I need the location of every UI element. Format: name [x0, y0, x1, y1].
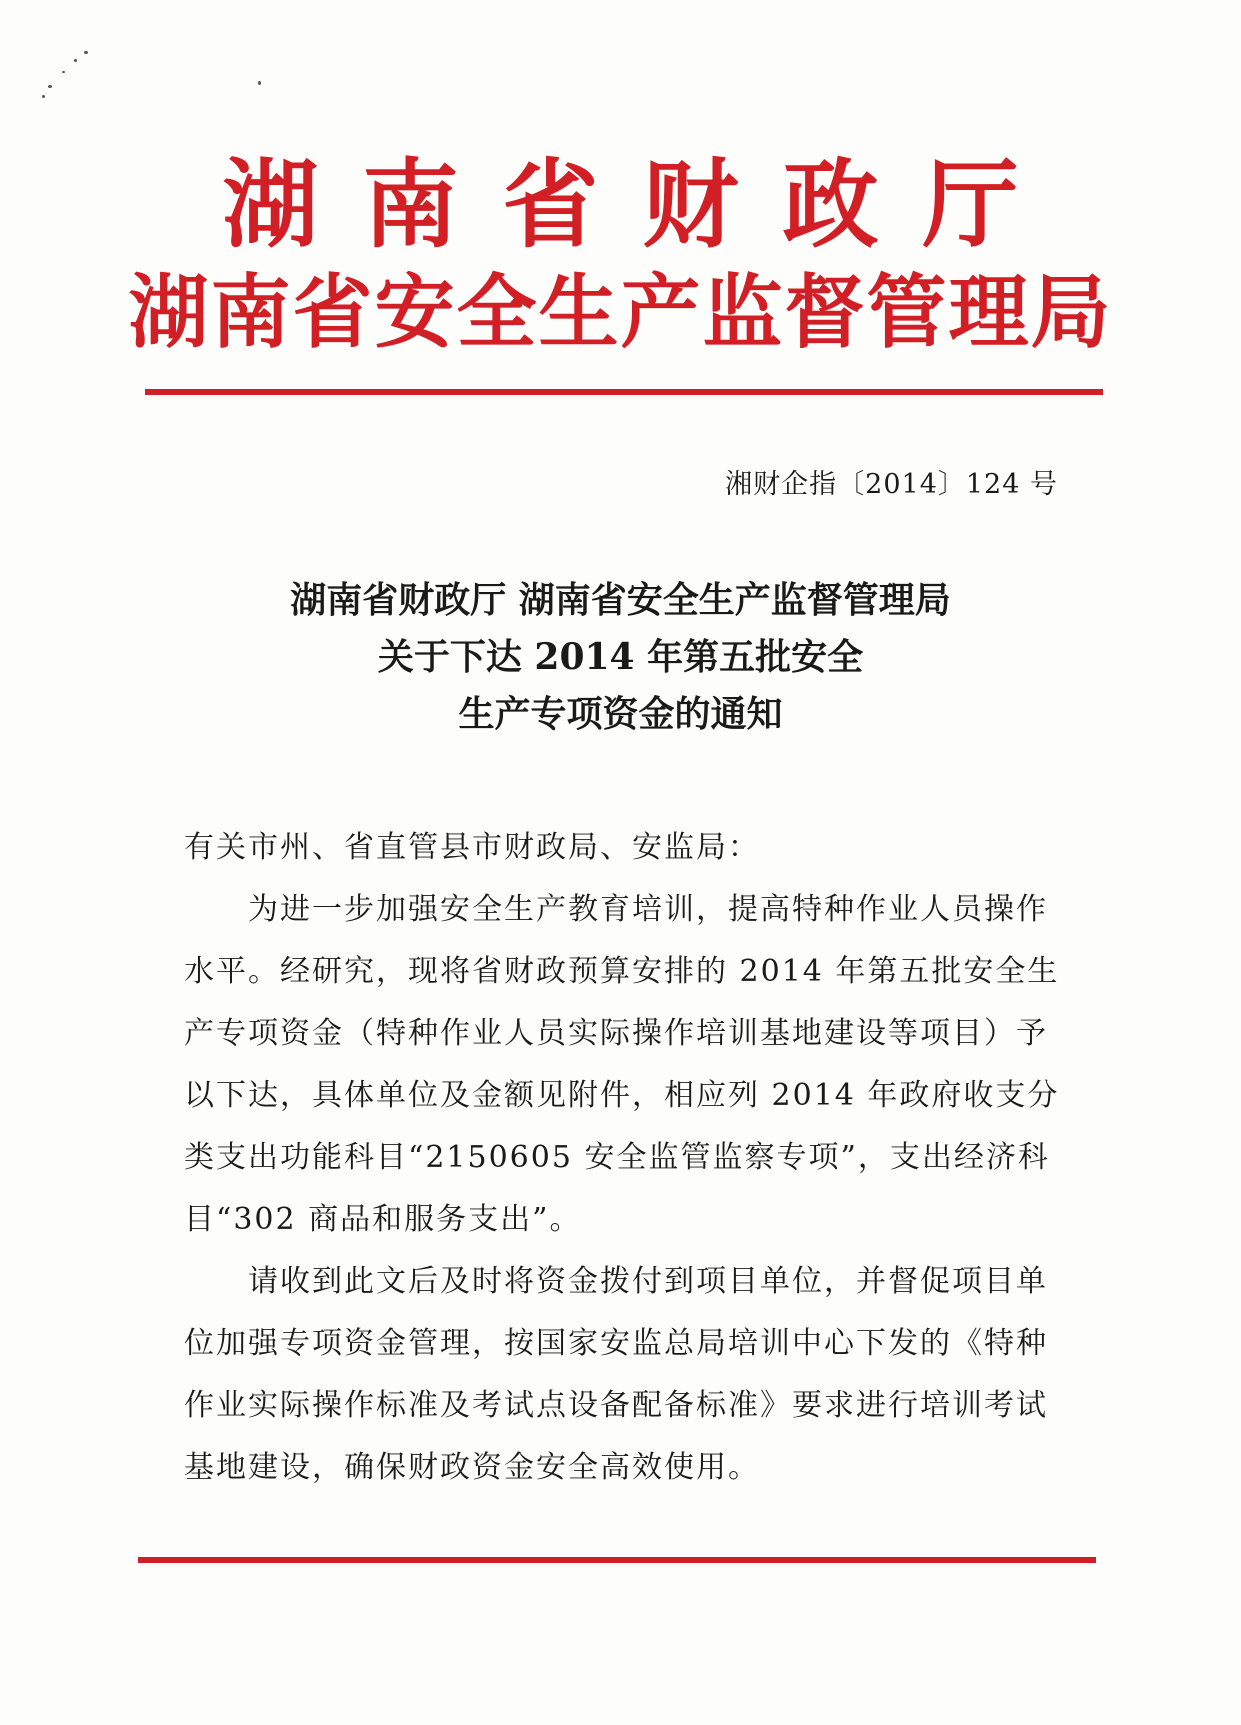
speck	[258, 81, 261, 85]
title-line-1: 湖南省财政厅 湖南省安全生产监督管理局	[290, 579, 951, 621]
speck	[74, 59, 77, 62]
issuing-org-finance: 湖南省财政厅	[222, 148, 1063, 261]
body-paragraph-1: 为进一步加强安全生产教育培训，提高特种作业人员操作水平。经研究，现将省财政预算安排的 2014 年第五批安全生产专项资金（特种作业人员实际操作培训基地建设等项目）予以下达，具体单位及金额见附件，相应列 2014 年政府收支分类支出功能科目“2150605 安全监管监察专项”，支出经济科目“302 商品和服务支出”。	[184, 892, 1060, 1237]
document-body	[184, 817, 1064, 1499]
header-divider	[145, 389, 1103, 395]
speck	[62, 71, 65, 73]
speck	[42, 95, 45, 98]
title-line-3: 生产专项资金的通知	[458, 693, 783, 735]
body-paragraph-2: 请收到此文后及时将资金拨付到项目单位，并督促项目单位加强专项资金管理，按国家安监总局培训中心下发的《特种作业实际操作标准及考试点设备配备标准》要求进行培训考试基地建设，确保财政资金安全高效使用。	[184, 1264, 1048, 1485]
speck	[48, 85, 52, 88]
document-title	[0, 572, 1241, 743]
document-number: 湘财企指〔2014〕124 号	[725, 469, 1058, 500]
footer-divider	[138, 1557, 1096, 1563]
issuing-org-safety: 湖南省安全生产监督管理局	[128, 265, 1113, 359]
title-line-2: 关于下达 2014 年第五批安全	[377, 636, 864, 678]
salutation: 有关市州、省直管县市财政局、安监局：	[184, 830, 760, 865]
speck	[84, 51, 88, 54]
